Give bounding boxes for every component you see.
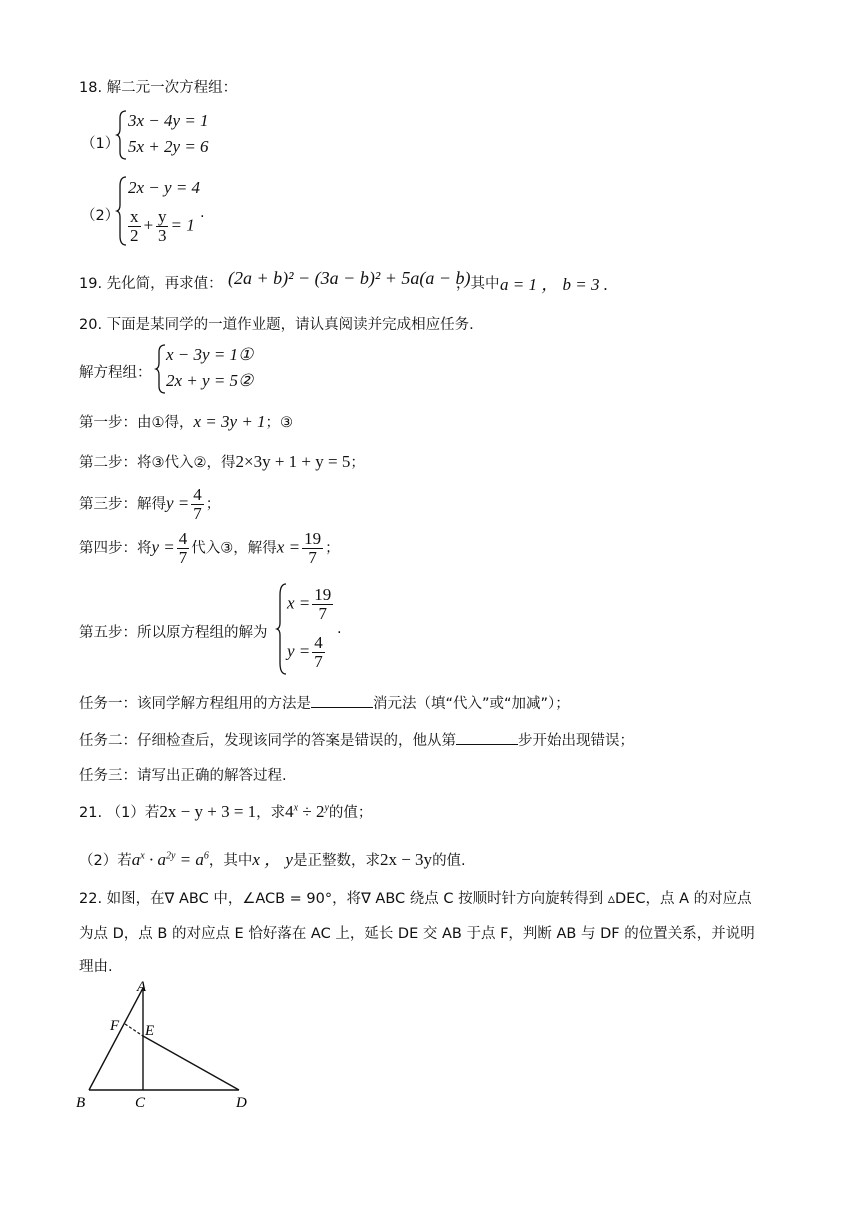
q20-step5-end: . (337, 621, 342, 637)
q20-step2: 第二步：将③代入②，得2×3y + 1 + y = 5； (79, 452, 365, 471)
label-B: B (76, 1095, 86, 1111)
q20-task2: 任务二：仔细检查后，发现该同学的答案是错误的，他从第 步开始出现错误； (79, 733, 634, 749)
q20-system-label: 解方程组： (79, 365, 152, 381)
q18-p2-end: . (200, 205, 205, 221)
q20-step4: 第四步：将y = $\frac{4}{7}$ 代入③，解得x = $\frac{19}{7}$ ； (79, 529, 340, 567)
answer-blank[interactable] (456, 743, 518, 745)
q18-title: 18. 解二元一次方程组： (79, 80, 238, 96)
q20-step5-x: x = $\frac{19}{7}$ (287, 585, 332, 623)
q20-step1: 第一步：由①得，x = 3y + 1；③ (79, 412, 294, 431)
q18-part1-label: （1） (81, 136, 120, 152)
q18-p2-eq1: 2x − y = 4 (128, 178, 201, 197)
q22-line1: 22. 如图，在∇ ABC 中，∠ACB = 90°，将∇ ABC 绕点 C 按顺时针方向旋转得到 ▵DEC，点 A 的对应点 (79, 891, 752, 907)
label-F: F (110, 1018, 120, 1034)
q21-part1: 21. （1）若2x − y + 3 = 1，求$4^x \div 2^y$的值； (79, 802, 373, 821)
label-A: A (137, 979, 147, 995)
label-E: E (145, 1023, 155, 1039)
q18-p2-eq2: $\frac{x}{2}$ + $\frac{y}{3}$ = 1 (130, 207, 195, 245)
answer-blank[interactable] (311, 706, 373, 708)
q18-p1-eq1: 3x − 4y = 1 (128, 111, 209, 130)
brace-icon (116, 110, 128, 160)
q18-p1-eq2: 5x + 2y = 6 (128, 137, 209, 156)
q20-task1: 任务一：该同学解方程组用的方法是 消元法（填“代入”或“加减”）； (79, 696, 570, 712)
q19-title: 19. 先化简，再求值： (79, 276, 223, 292)
q18-part2-label: （2） (81, 208, 120, 224)
q20-task3: 任务三：请写出正确的解答过程. (79, 768, 287, 784)
q19-expression: (2a + b)² − (3a − b)² + 5a(a − b) (228, 268, 471, 288)
q20-eq1: x − 3y = 1① (166, 345, 254, 364)
q20-step5-y: y = $\frac{4}{7}$ (287, 633, 323, 671)
q20-step3: 第三步：解得y = $\frac{4}{7}$ ； (79, 485, 221, 523)
q20-eq2: 2x + y = 5② (166, 371, 254, 390)
q22-line3: 理由. (79, 959, 113, 975)
q21-part2: （2）若$a^x \cdot a^{2y} = a^6$，其中x ， y是正整数，求2x − 3y的值. (79, 850, 466, 869)
q22-line2: 为点 D，点 B 的对应点 E 恰好落在 AC 上，延长 DE 交 AB 于点 F，判断 AB 与 DF 的位置关系，并说明 (79, 926, 755, 942)
q20-title: 20. 下面是某同学的一道作业题，请认真阅读并完成相应任务. (79, 317, 474, 333)
label-D: D (236, 1095, 247, 1111)
triangle-figure (72, 978, 272, 1114)
label-C: C (135, 1095, 146, 1111)
q19-condition: a = 1 ， b = 3 . (500, 275, 608, 294)
q20-step5-label: 第五步：所以原方程组的解为 (79, 625, 268, 641)
q19-condition-prefix: ，其中 (456, 276, 500, 292)
